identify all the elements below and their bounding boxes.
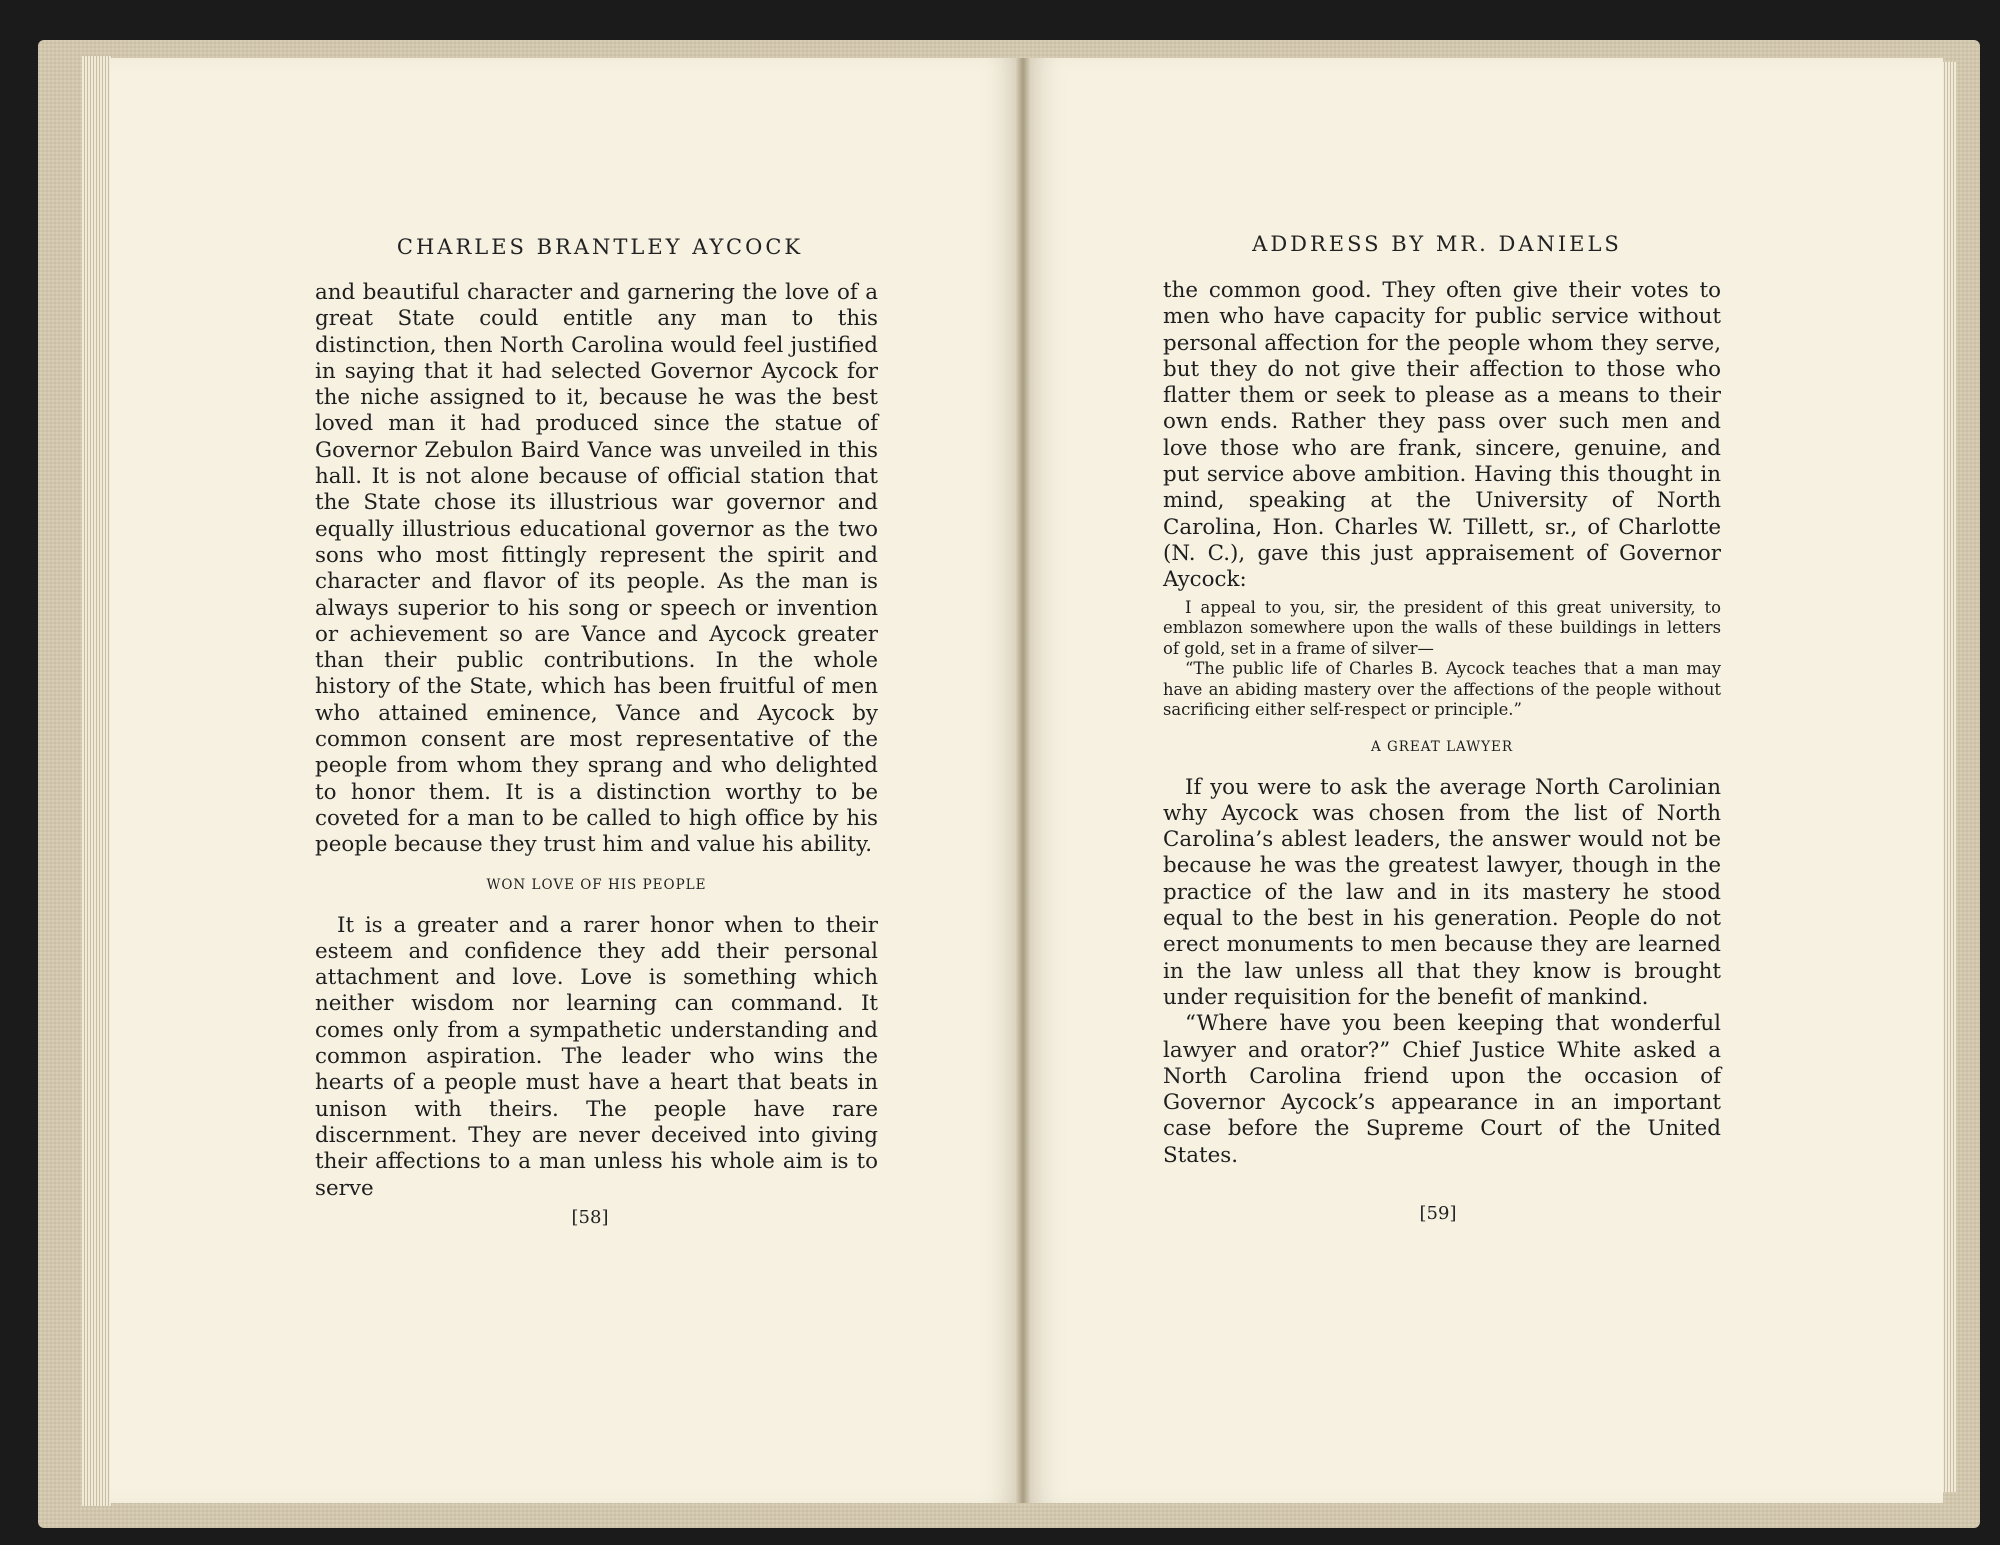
left-running-head: CHARLES BRANTLEY AYCOCK bbox=[396, 235, 804, 259]
right-paragraph-1: the common good. They often give their votes to men who have capacity for public service without personal affection for the people whom they serve, but they do not give their affection to those who flatter them or seek to please as a means to their own ends. Rather they pass over such men and love those who are frank, sincere, genuine, and put service above ambition. Having this thought in mind, speaking at the University of North Carolina, Hon. Charles W. Tillett, sr., of Charlotte (N. C.), gave this just appraisement of Governor Aycock: bbox=[1163, 278, 1721, 593]
page-edges-right bbox=[1942, 62, 1956, 1492]
left-page-number: [58] bbox=[571, 1207, 609, 1228]
book-gutter bbox=[1016, 58, 1030, 1503]
right-text-block bbox=[1163, 278, 1721, 1169]
left-paragraph-2: It is a greater and a rarer honor when to their esteem and confidence they add their personal attachment and love. Love is something which neither wisdom nor learning can command. It comes only from a sympathetic understanding and common aspiration. The leader who wins the hearts of a people must have a heart that beats in unison with theirs. The people have rare discernment. They are never deceived into giving their affections to a man unless his whole aim is to serve bbox=[315, 912, 878, 1201]
right-page-number: [59] bbox=[1419, 1203, 1457, 1224]
left-paragraph-1: and beautiful character and garnering the love of a great State could entitle any man to this distinction, then North Carolina would feel justified in saying that it had selected Governor Aycock for the niche assigned to it, because he was the best loved man it had produced since the statue of Governor Zebulon Baird Vance was unveiled in this hall. It is not alone because of official station that the State chose its illustrious war governor and equally illustrious educational governor as the two sons who most fittingly represent the spirit and character and flavor of its people. As the man is always superior to his song or speech or invention or achievement so are Vance and Aycock greater than their public contributions. In the whole history of the State, which has been fruitful of men who attained eminence, Vance and Aycock by common consent are most representative of the people from whom they sprang and who delighted to honor them. It is a distinction worthy to be coveted for a man to be called to high office by his people because they trust him and value his ability. bbox=[315, 280, 878, 858]
left-subheading: WON LOVE OF HIS PEOPLE bbox=[486, 876, 707, 893]
block-quote bbox=[1163, 598, 1721, 721]
quote-line-1: I appeal to you, sir, the president of this great university, to emblazon somewhere upon the walls of these buildings in letters of gold, set in a frame of silver— bbox=[1163, 597, 1721, 658]
page-edges-left bbox=[82, 56, 112, 1506]
right-subheading: A GREAT LAWYER bbox=[1370, 738, 1514, 755]
quote-line-2: “The public life of Charles B. Aycock teaches that a man may have an abiding mastery over the affections of the people without sacrificing either self-respect or principle.” bbox=[1163, 659, 1721, 720]
right-running-head: ADDRESS BY MR. DANIELS bbox=[1252, 232, 1622, 256]
right-paragraph-3: “Where have you been keeping that wonderful lawyer and orator?” Chief Justice White asked a North Carolina friend upon the occasion of Governor Aycock’s appearance in an important case before the Supreme Court of the United States. bbox=[1163, 1011, 1721, 1168]
left-text-block bbox=[315, 280, 878, 1202]
right-paragraph-2: If you were to ask the average North Carolinian why Aycock was chosen from the list of North Carolina’s ablest leaders, the answer would not be because he was the greatest lawyer, though in the practice of the law and in its mastery he stood equal to the best in his generation. People do not erect monuments to men because they are learned in the law unless all that they know is brought under requisition for the benefit of mankind. bbox=[1163, 774, 1721, 1010]
